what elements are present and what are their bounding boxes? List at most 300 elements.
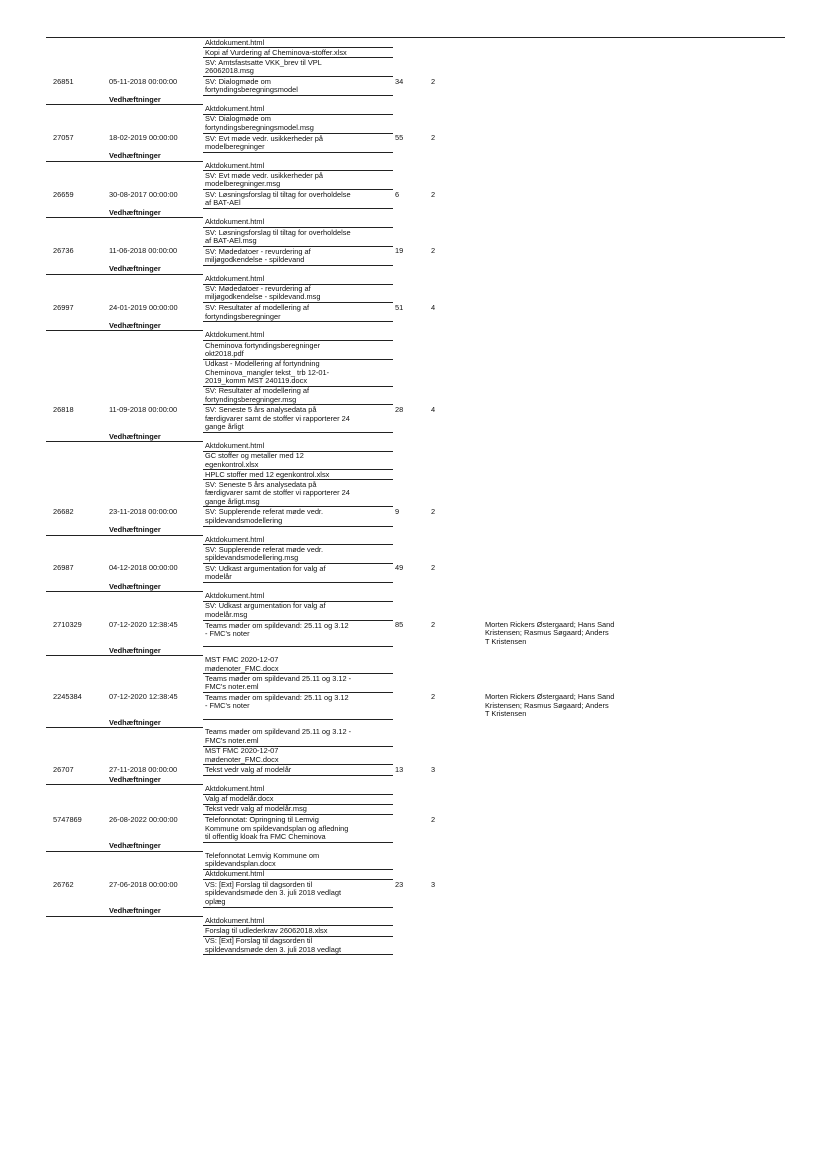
empty-cell — [483, 674, 657, 693]
attachment-filename-line: Aktdokument.html — [205, 591, 265, 601]
empty-cell — [101, 674, 203, 693]
empty-cell — [46, 38, 101, 48]
doc-filler — [657, 765, 785, 776]
attachment-filename-line: fortyndingsberegninger.msg — [205, 394, 297, 404]
attachment-filename — [203, 794, 393, 804]
attachment-filename-line: spildevandsmodellering.msg — [205, 553, 299, 563]
empty-cell — [101, 38, 203, 48]
doc-id: 2710329 — [53, 620, 82, 630]
attachment-filename — [203, 38, 393, 48]
empty-cell — [101, 869, 203, 879]
attachment-filename-line: Aktdokument.html — [205, 161, 265, 170]
doc-pages: 13 — [395, 764, 404, 774]
empty-cell — [429, 535, 483, 545]
empty-cell — [46, 647, 101, 656]
empty-cell — [46, 265, 101, 274]
attachment-filename-line: Kopi af Vurdering af Cheminova-stoffer.xlsx — [205, 47, 347, 57]
attachment-filename — [203, 545, 393, 564]
empty-cell — [46, 869, 101, 879]
doc-title-line: fortyndingsberegninger — [205, 311, 281, 321]
attachment-filename-line: egenkontrol.xlsx — [205, 459, 259, 469]
attachments-header-row — [46, 433, 785, 442]
doc-pages: 28 — [395, 404, 404, 414]
attachments-header-label: Vedhæftninger — [101, 322, 203, 331]
attachment-row — [46, 785, 785, 795]
doc-attachment-count: 2 — [431, 563, 436, 573]
doc-date: 18-02-2019 00:00:00 — [109, 133, 178, 143]
empty-cell — [429, 341, 483, 360]
empty-cell — [483, 359, 657, 386]
empty-cell — [393, 746, 429, 765]
attachments-header-label: Vedhæftninger — [101, 647, 203, 656]
attachment-filename-line: VS: [Ext] Forslag til dagsorden til — [205, 936, 313, 946]
doc-id: 26659 — [53, 189, 74, 199]
attachments-header-label: Vedhæftninger — [101, 842, 203, 851]
attachments-header-label: Vedhæftninger — [101, 96, 203, 105]
empty-cell — [101, 58, 203, 77]
empty-cell — [657, 441, 785, 451]
empty-cell — [429, 851, 483, 869]
empty-cell — [483, 228, 657, 247]
doc-title — [203, 303, 393, 322]
empty-cell — [483, 152, 657, 161]
empty-cell — [429, 926, 483, 936]
empty-cell — [393, 171, 429, 190]
doc-recipients — [483, 692, 657, 719]
attachment-filename-line: SV: Supplerende referat møde vedr. — [205, 544, 324, 554]
empty-cell — [46, 322, 101, 331]
doc-title-line: Teams møder om spildevand: 25.11 og 3.12 — [205, 692, 349, 702]
empty-cell — [393, 842, 429, 851]
attachments-header-label: Vedhæftninger — [101, 433, 203, 442]
empty-cell — [101, 535, 203, 545]
doc-title-line: Kommune om spildevandsplan og afledning — [205, 823, 349, 833]
empty-cell — [483, 274, 657, 284]
attachment-filename-line: 26062018.msg — [205, 66, 254, 76]
doc-filler — [657, 133, 785, 152]
doc-recipients — [483, 190, 657, 209]
empty-cell — [483, 785, 657, 795]
empty-cell — [393, 341, 429, 360]
doc-pages: 34 — [395, 76, 404, 86]
attachment-row — [46, 171, 785, 190]
empty-cell — [429, 583, 483, 592]
doc-attachment-count: 3 — [431, 879, 436, 889]
doc-recipients — [483, 246, 657, 265]
doc-attachment-count: 2 — [431, 133, 436, 143]
empty-cell — [429, 58, 483, 77]
empty-cell — [483, 656, 657, 674]
empty-cell — [101, 746, 203, 765]
empty-cell — [46, 926, 101, 936]
document-row — [46, 405, 785, 433]
doc-title-line: SV: Dialogmøde om — [205, 77, 271, 87]
empty-cell — [657, 794, 785, 804]
empty-cell — [203, 719, 393, 728]
empty-cell — [393, 322, 429, 331]
doc-title-line: spildevandsmodellering — [205, 515, 283, 525]
attachment-filename-line: SV: Løsningsforslag til tiltag for overholdelse — [205, 227, 351, 237]
doc-id: 26707 — [53, 764, 74, 774]
doc-filler — [657, 692, 785, 719]
empty-cell — [393, 776, 429, 785]
empty-cell — [657, 851, 785, 869]
doc-title-line: af BAT-AEl — [205, 198, 241, 208]
empty-cell — [393, 265, 429, 274]
doc-title-line: SV: Evt møde vedr. usikkerheder på — [205, 133, 324, 143]
empty-cell — [46, 451, 101, 470]
empty-cell — [657, 265, 785, 274]
empty-cell — [46, 851, 101, 869]
doc-date: 30-08-2017 00:00:00 — [109, 189, 178, 199]
doc-title-line: spildevandsmøde den 3. juli 2018 vedlagt — [205, 888, 341, 898]
empty-cell — [46, 48, 101, 58]
attachment-row — [46, 218, 785, 228]
empty-cell — [101, 926, 203, 936]
empty-cell — [429, 105, 483, 115]
attachment-filename-line: SV: Dialogmøde om — [205, 114, 271, 124]
empty-cell — [657, 746, 785, 765]
doc-recipients — [483, 880, 657, 908]
empty-cell — [429, 545, 483, 564]
document-table — [46, 38, 785, 955]
empty-cell — [46, 842, 101, 851]
doc-id: 5747869 — [53, 814, 82, 824]
empty-cell — [657, 341, 785, 360]
empty-cell — [46, 284, 101, 303]
attachment-filename-line: SV: Resultater af modellering af — [205, 386, 310, 396]
empty-cell — [203, 152, 393, 161]
empty-cell — [46, 209, 101, 218]
doc-title — [203, 133, 393, 152]
empty-cell — [46, 526, 101, 535]
attachment-filename-line: SV: Evt møde vedr. usikkerheder på — [205, 170, 324, 180]
empty-cell — [483, 916, 657, 926]
attachment-filename — [203, 674, 393, 693]
attachment-row — [46, 592, 785, 602]
empty-cell — [483, 647, 657, 656]
empty-cell — [101, 851, 203, 869]
attachment-filename-line: fortyndingsberegningsmodel.msg — [205, 122, 314, 132]
empty-cell — [483, 851, 657, 869]
empty-cell — [101, 441, 203, 451]
empty-cell — [657, 152, 785, 161]
empty-cell — [429, 470, 483, 480]
empty-cell — [393, 804, 429, 814]
doc-title — [203, 620, 393, 647]
empty-cell — [483, 284, 657, 303]
empty-cell — [483, 794, 657, 804]
empty-cell — [393, 535, 429, 545]
empty-cell — [657, 545, 785, 564]
empty-cell — [393, 656, 429, 674]
empty-cell — [393, 58, 429, 77]
doc-title — [203, 815, 393, 843]
empty-cell — [483, 728, 657, 746]
doc-filler — [657, 405, 785, 433]
empty-cell — [429, 480, 483, 507]
attachments-header-row — [46, 152, 785, 161]
empty-cell — [393, 38, 429, 48]
empty-cell — [46, 171, 101, 190]
attachment-row — [46, 114, 785, 133]
empty-cell — [483, 171, 657, 190]
doc-title — [203, 405, 393, 433]
empty-cell — [429, 601, 483, 620]
empty-cell — [46, 601, 101, 620]
doc-pages: 23 — [395, 879, 404, 889]
empty-cell — [657, 842, 785, 851]
attachment-filename — [203, 228, 393, 247]
attachment-filename-line: Aktdokument.html — [205, 217, 265, 227]
empty-cell — [203, 647, 393, 656]
empty-cell — [393, 926, 429, 936]
attachment-filename-line: okt2018.pdf — [205, 348, 244, 358]
attachments-header-label: Vedhæftninger — [101, 719, 203, 728]
empty-cell — [203, 583, 393, 592]
attachment-filename — [203, 804, 393, 814]
empty-cell — [46, 433, 101, 442]
document-row — [46, 563, 785, 582]
doc-pages — [393, 692, 429, 719]
document-row — [46, 620, 785, 647]
doc-filler — [657, 507, 785, 526]
empty-cell — [483, 209, 657, 218]
attachment-filename-line: Aktdokument.html — [205, 916, 265, 925]
empty-cell — [657, 274, 785, 284]
empty-cell — [393, 433, 429, 442]
attachments-header-label: Vedhæftninger — [101, 907, 203, 916]
attachment-filename — [203, 936, 393, 955]
document-row — [46, 190, 785, 209]
doc-id: 26987 — [53, 563, 74, 573]
empty-cell — [429, 161, 483, 171]
empty-cell — [657, 38, 785, 48]
attachment-row — [46, 656, 785, 674]
empty-cell — [429, 656, 483, 674]
empty-cell — [483, 265, 657, 274]
doc-recipients-line: Kristensen; Rasmus Søgaard; Anders — [485, 628, 609, 638]
attachment-row — [46, 228, 785, 247]
empty-cell — [46, 359, 101, 386]
attachment-row — [46, 359, 785, 386]
empty-cell — [203, 776, 393, 785]
doc-id: 26762 — [53, 879, 74, 889]
empty-cell — [429, 869, 483, 879]
doc-date: 27-06-2018 00:00:00 — [109, 879, 178, 889]
attachment-row — [46, 926, 785, 936]
attachment-row — [46, 38, 785, 48]
empty-cell — [101, 48, 203, 58]
doc-id: 26682 — [53, 506, 74, 516]
doc-title-line: SV: Resultater af modellering af — [205, 303, 310, 313]
empty-cell — [429, 38, 483, 48]
empty-cell — [483, 96, 657, 105]
attachment-filename — [203, 851, 393, 869]
empty-cell — [101, 656, 203, 674]
empty-cell — [483, 451, 657, 470]
doc-date: 04-12-2018 00:00:00 — [109, 563, 178, 573]
attachment-filename-line: 2019_komm MST 240119.docx — [205, 375, 308, 385]
empty-cell — [429, 804, 483, 814]
attachment-filename-line: MST FMC 2020-12-07 — [205, 746, 279, 756]
attachment-filename-line: Aktdokument.html — [205, 869, 265, 879]
empty-cell — [429, 592, 483, 602]
doc-title-line: fortyndingsberegningsmodel — [205, 85, 298, 95]
empty-cell — [203, 907, 393, 916]
doc-title-line: SV: Mødedatoer - revurdering af — [205, 246, 311, 256]
attachment-row — [46, 869, 785, 879]
doc-recipients-line: Morten Rickers Østergaard; Hans Sand — [485, 620, 615, 630]
empty-cell — [101, 274, 203, 284]
empty-cell — [46, 341, 101, 360]
empty-cell — [483, 936, 657, 955]
doc-attachment-count: 4 — [431, 302, 436, 312]
empty-cell — [393, 545, 429, 564]
attachment-row — [46, 728, 785, 746]
attachment-filename-line: SV: Seneste 5 års analysedata på — [205, 479, 317, 489]
attachment-filename-line: mødenoter_FMC.docx — [205, 754, 279, 764]
empty-cell — [393, 96, 429, 105]
attachment-filename-line: HPLC stoffer med 12 egenkontrol.xlsx — [205, 469, 330, 479]
doc-recipients — [483, 765, 657, 776]
empty-cell — [46, 386, 101, 405]
empty-cell — [429, 48, 483, 58]
empty-cell — [657, 583, 785, 592]
document-row — [46, 765, 785, 776]
empty-cell — [46, 804, 101, 814]
empty-cell — [203, 322, 393, 331]
attachments-header-row — [46, 265, 785, 274]
attachment-filename — [203, 592, 393, 602]
attachment-filename-line: Cheminova fortyndingsberegninger — [205, 340, 321, 350]
empty-cell — [429, 451, 483, 470]
empty-cell — [429, 209, 483, 218]
empty-cell — [393, 441, 429, 451]
empty-cell — [46, 96, 101, 105]
empty-cell — [46, 583, 101, 592]
doc-attachment-count: 4 — [431, 404, 436, 414]
doc-attachment-count: 2 — [431, 189, 436, 199]
attachment-filename-line: SV: Udkast argumentation for valg af — [205, 601, 326, 611]
attachment-filename-line: Aktdokument.html — [205, 104, 265, 114]
attachment-row — [46, 341, 785, 360]
doc-filler — [657, 815, 785, 843]
doc-title-line: modelberegninger — [205, 141, 265, 151]
attachment-filename — [203, 601, 393, 620]
attachment-row — [46, 746, 785, 765]
attachment-row — [46, 851, 785, 869]
empty-cell — [483, 926, 657, 936]
empty-cell — [657, 322, 785, 331]
attachments-header-row — [46, 647, 785, 656]
empty-cell — [393, 592, 429, 602]
empty-cell — [46, 728, 101, 746]
doc-recipients-line: T Kristensen — [485, 636, 527, 646]
empty-cell — [483, 48, 657, 58]
empty-cell — [429, 674, 483, 693]
empty-cell — [657, 386, 785, 405]
empty-cell — [429, 228, 483, 247]
doc-recipients — [483, 133, 657, 152]
attachments-header-label: Vedhæftninger — [101, 776, 203, 785]
empty-cell — [393, 480, 429, 507]
empty-cell — [429, 647, 483, 656]
doc-title-line: miljøgodkendelse - spildevand — [205, 255, 305, 265]
empty-cell — [203, 96, 393, 105]
empty-cell — [657, 916, 785, 926]
attachments-header-row — [46, 526, 785, 535]
empty-cell — [657, 785, 785, 795]
empty-cell — [429, 842, 483, 851]
attachment-filename — [203, 114, 393, 133]
empty-cell — [657, 719, 785, 728]
empty-cell — [46, 785, 101, 795]
empty-cell — [393, 48, 429, 58]
attachment-row — [46, 535, 785, 545]
empty-cell — [46, 907, 101, 916]
attachment-filename-line: færdigvarer samt de stoffer vi rapporterer 24 — [205, 488, 350, 498]
attachment-row — [46, 441, 785, 451]
empty-cell — [46, 152, 101, 161]
attachment-filename — [203, 869, 393, 879]
empty-cell — [483, 746, 657, 765]
empty-cell — [393, 114, 429, 133]
empty-cell — [203, 842, 393, 851]
empty-cell — [46, 746, 101, 765]
doc-title-line: modelår — [205, 572, 232, 582]
empty-cell — [657, 171, 785, 190]
attachment-filename — [203, 274, 393, 284]
empty-cell — [101, 171, 203, 190]
document-row — [46, 303, 785, 322]
doc-date: 07-12-2020 12:38:45 — [109, 620, 178, 630]
doc-pages: 49 — [395, 563, 404, 573]
empty-cell — [101, 161, 203, 171]
attachment-filename — [203, 105, 393, 115]
attachments-header-row — [46, 907, 785, 916]
attachment-filename-line: af BAT-AEl.msg — [205, 235, 257, 245]
attachments-header-label: Vedhæftninger — [101, 265, 203, 274]
doc-date: 07-12-2020 12:38:45 — [109, 692, 178, 702]
doc-attachment-count: 2 — [431, 246, 436, 256]
doc-date: 05-11-2018 00:00:00 — [109, 76, 178, 86]
doc-title — [203, 880, 393, 908]
doc-date: 23-11-2018 00:00:00 — [109, 506, 178, 516]
empty-cell — [657, 284, 785, 303]
doc-title — [203, 190, 393, 209]
attachment-filename-line: GC stoffer og metaller med 12 — [205, 451, 304, 461]
empty-cell — [483, 38, 657, 48]
empty-cell — [393, 647, 429, 656]
empty-cell — [101, 386, 203, 405]
attachment-filename-line: Valg af modelår.docx — [205, 794, 274, 804]
attachment-filename-line: MST FMC 2020-12-07 — [205, 655, 279, 665]
doc-attachment-count: 2 — [431, 692, 436, 702]
empty-cell — [393, 674, 429, 693]
empty-cell — [429, 274, 483, 284]
empty-cell — [393, 728, 429, 746]
empty-cell — [429, 359, 483, 386]
empty-cell — [483, 480, 657, 507]
empty-cell — [429, 284, 483, 303]
empty-cell — [657, 869, 785, 879]
attachment-row — [46, 386, 785, 405]
attachment-row — [46, 674, 785, 693]
empty-cell — [203, 433, 393, 442]
empty-cell — [46, 105, 101, 115]
empty-cell — [393, 209, 429, 218]
